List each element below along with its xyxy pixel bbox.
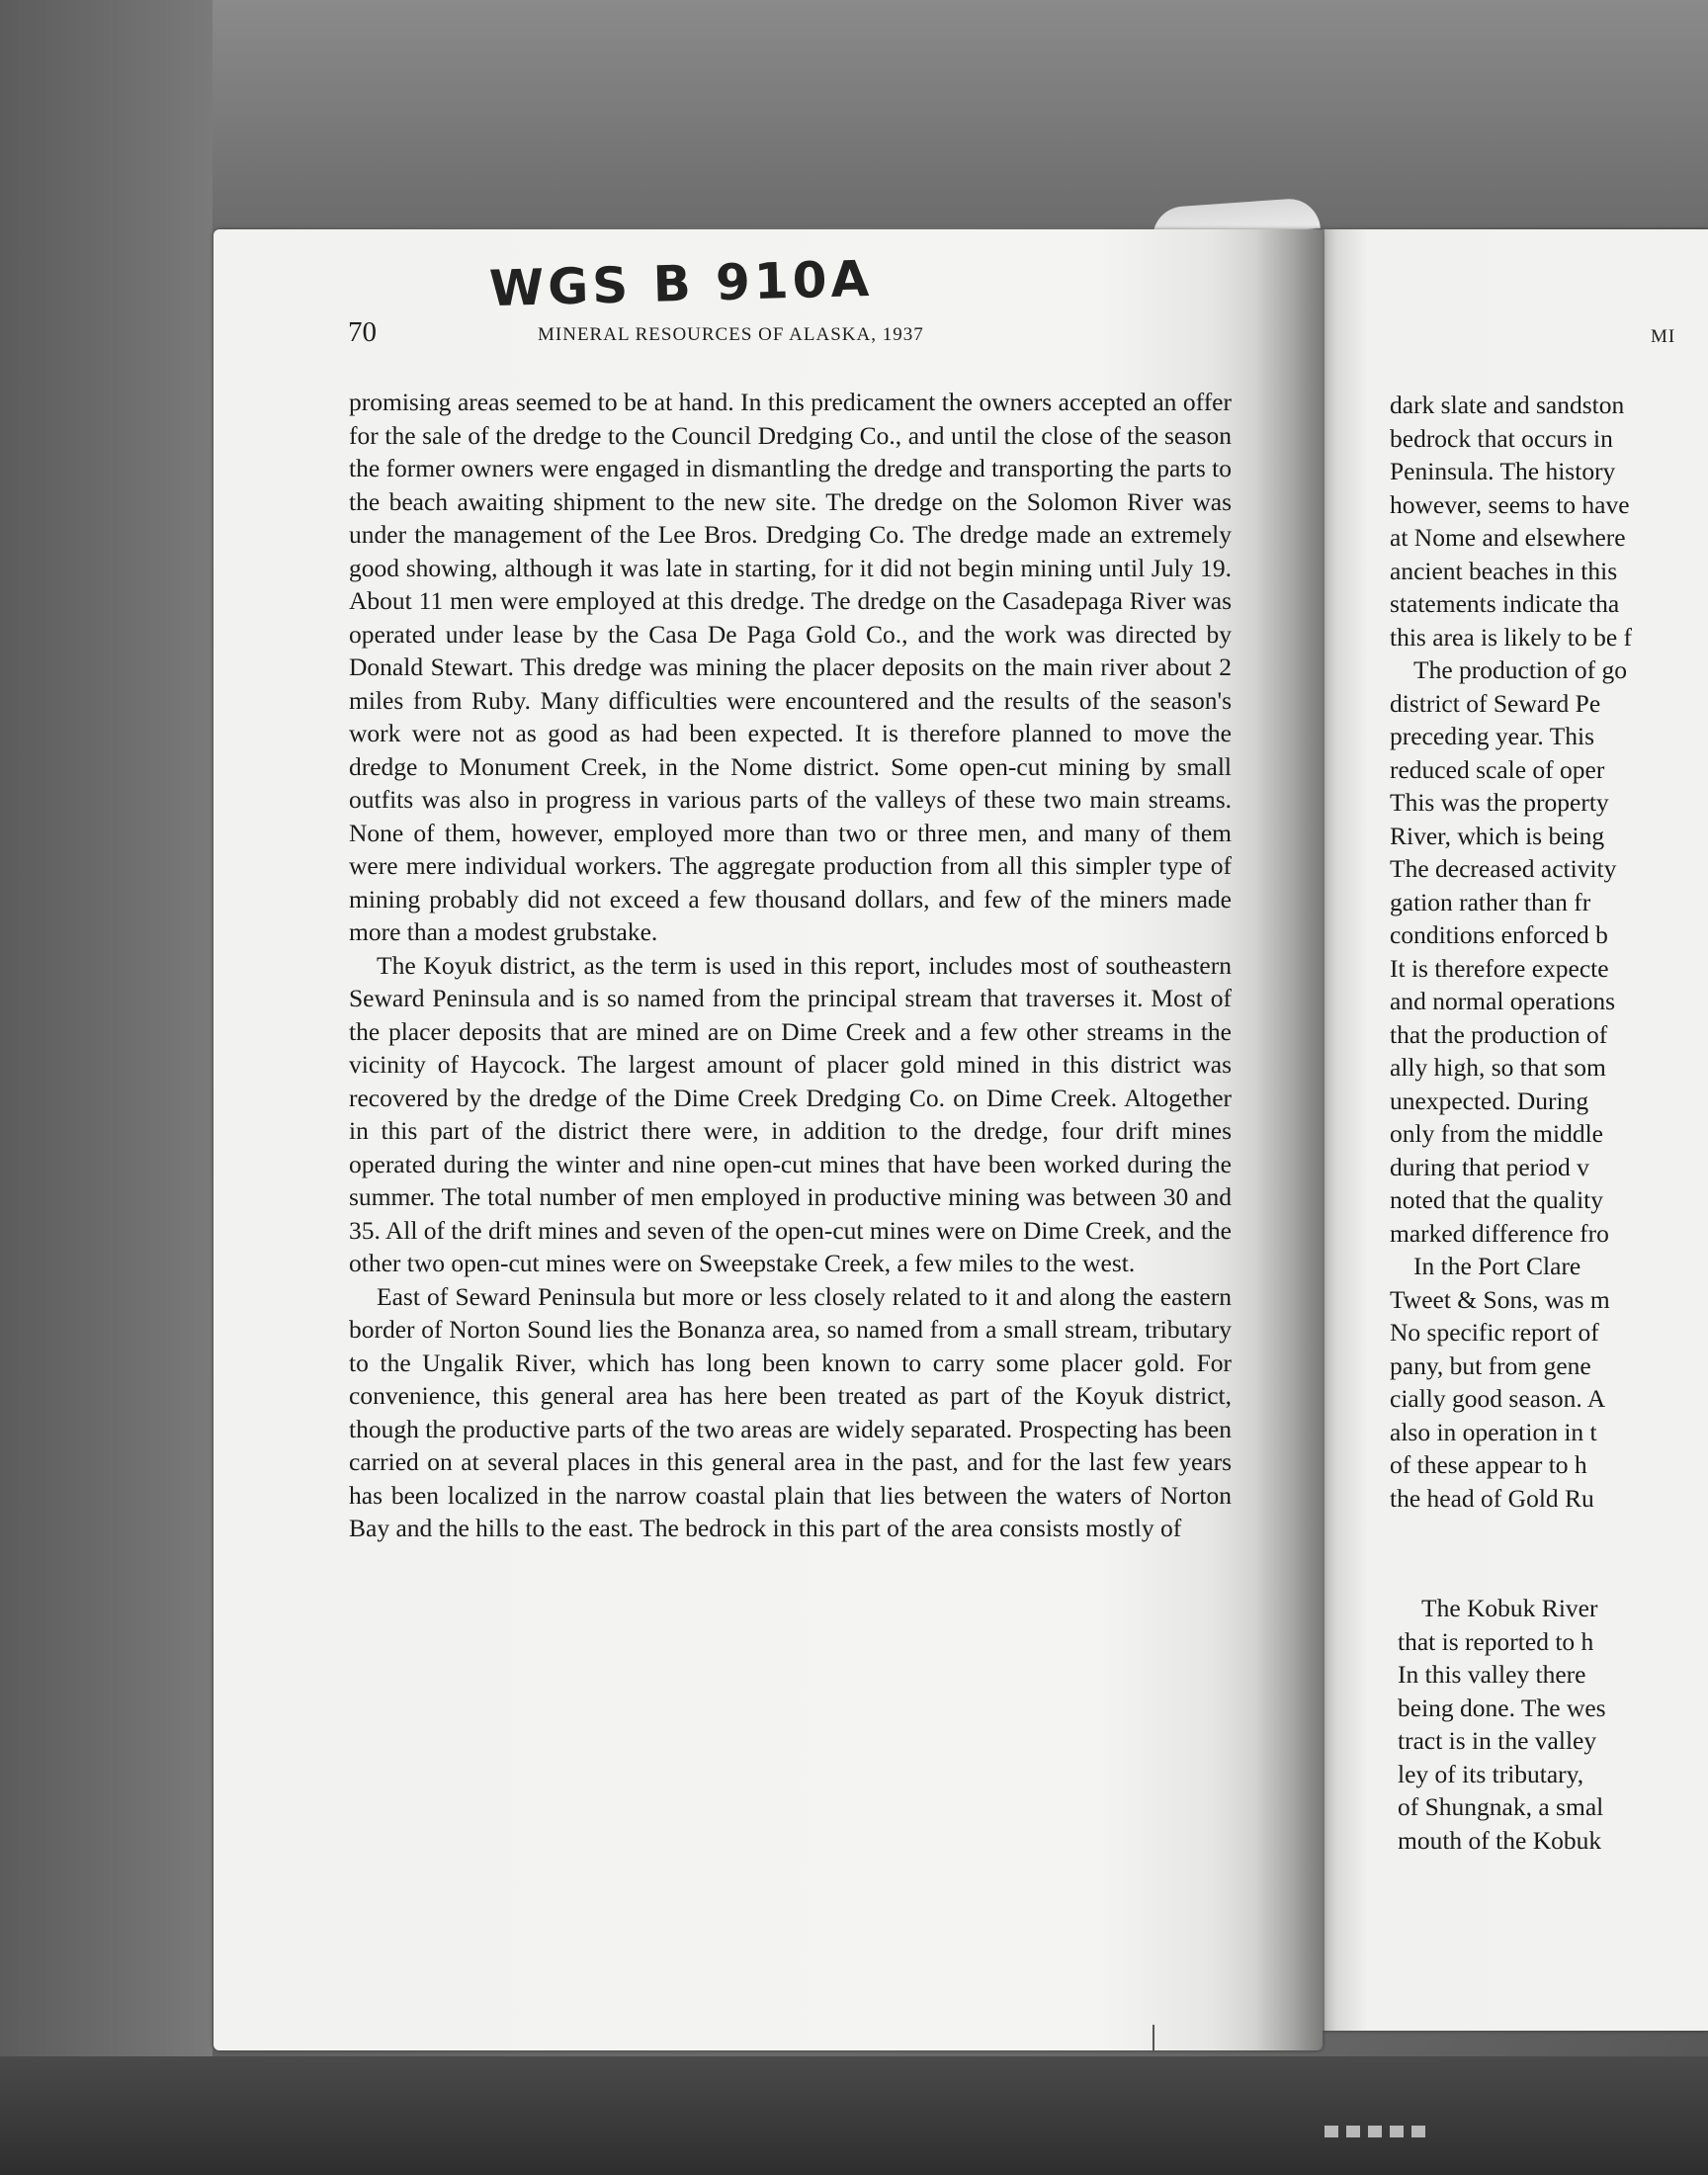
text-line: reduced scale of oper <box>1390 754 1605 784</box>
text-line: No specific report of <box>1390 1318 1599 1347</box>
page-header <box>348 316 1079 356</box>
text-line: preceding year. This <box>1390 722 1595 750</box>
text-line: statements indicate tha <box>1390 589 1620 618</box>
text-line: also in operation in t <box>1390 1417 1597 1446</box>
text-line: River, which is being <box>1390 821 1605 850</box>
text-line: ancient beaches in this <box>1390 556 1618 585</box>
paragraph: The Koyuk district, as the term is used in this report, includes most of southeastern Seward Peninsula and is so named from the principal stream that traverses it. Most of the placer deposits that are mined are on Dime Creek and a few other streams in the vicinity of Haycock. The largest amount of placer gold mined in this district was recovered by the dredge of the Dime Creek Dredging Co. on Dime Creek. Altogether in this part of the district there were, in addition to the dredge, four drift mines operated during the winter and nine open-cut mines that have been worked during the summer. The total number of men employed in productive mining was between 30 and 35. All of the drift mines and seven of the open-cut mines were on Dime Creek, and the other two open-cut mines were on Sweepstake Creek, a few miles to the west. <box>349 950 1232 1277</box>
book-gutter-shadow <box>1255 229 1324 2050</box>
text-line: gation rather than fr <box>1390 887 1591 916</box>
text-line: at Nome and elsewhere <box>1390 523 1626 552</box>
text-line: being done. The wes <box>1398 1693 1606 1722</box>
text-line: Peninsula. The history <box>1390 457 1616 485</box>
text-line: bedrock that occurs in <box>1390 423 1613 453</box>
text-line: The decreased activity <box>1390 854 1617 883</box>
text-line: only from the middle <box>1390 1119 1604 1148</box>
text-line: cially good season. A <box>1390 1384 1606 1413</box>
text-line: noted that the quality <box>1390 1185 1603 1214</box>
text-line: The production of go <box>1413 655 1627 684</box>
text-line: ally high, so that som <box>1390 1053 1606 1082</box>
paragraph: promising areas seemed to be at hand. In this predicament the owners accepted an offer for the sale of the dredge to the Council Dredging Co., and until the close of the season the former owners were engaged in dismantling the dredge and transporting the parts to the beach awaiting shipment to the new site. The dredge on the Solomon River was under the management of the Lee Bros. Dredging Co. The dredge made an extremely good showing, although it was late in starting, for it did not begin mining until July 19. About 11 men were employed at this dredge. The dredge on the Casadepaga River was operated under lease by the Casa De Paga Gold Co., and the work was directed by Donald Stewart. This dredge was mining the placer deposits on the main river about 2 miles from Ruby. Many difficulties were encountered and the results of the season's work were not as good as had been expected. It is therefore planned to move the dredge to Monument Creek, in the Nome district. Some open-cut mining by small outfits was also in progress in various parts of the valleys of these two main streams. None of them, however, employed more than two or three men, and many of them were mere individual workers. The aggregate production from all this simpler type of mining probably did not exceed a few thousand dollars, and few of the miners made more than a modest grubstake. <box>349 388 1232 946</box>
text-line: that is reported to h <box>1398 1626 1594 1656</box>
text-line: the head of Gold Ru <box>1390 1483 1594 1513</box>
page-edge-mark <box>1153 2025 1154 2050</box>
scan-top-shadow <box>0 0 1708 227</box>
text-line: this area is likely to be f <box>1390 622 1633 652</box>
text-line: mouth of the Kobuk <box>1398 1825 1602 1855</box>
facing-page-body <box>1390 389 1708 1857</box>
text-line: conditions enforced b <box>1390 920 1608 949</box>
text-line: during that period v <box>1390 1152 1589 1181</box>
text-line: of Shungnak, a smal <box>1398 1792 1604 1821</box>
paragraph: East of Seward Peninsula but more or less closely related to it and along the eastern border of Norton Sound lies the Bonanza area, so named from a small stream, tributary to the Ungalik River, which has long been known to carry some placer gold. For convenience, this general area has here been treated as part of the Koyuk district, though the productive parts of the two areas are widely separated. Prospecting has been carried on at several places in this general area in the past, and for the last few years has been localized in the narrow coastal plain that lies between the waters of Norton Bay and the hills to the east. The bedrock in this part of the area consists mostly of <box>349 1281 1232 1542</box>
text-line: In the Port Clare <box>1413 1252 1581 1280</box>
facing-page-running-head: MI <box>1651 326 1676 347</box>
text-line: of these appear to h <box>1390 1450 1587 1479</box>
text-line: however, seems to have <box>1390 489 1630 519</box>
text-line: It is therefore expecte <box>1390 953 1609 983</box>
text-line: that the production of <box>1390 1019 1608 1049</box>
text-line: unexpected. During <box>1390 1086 1589 1115</box>
scan-smudge <box>1324 2126 1433 2137</box>
text-line: Tweet & Sons, was m <box>1390 1284 1610 1314</box>
text-line: This was the property <box>1390 788 1609 817</box>
text-line: In this valley there <box>1398 1660 1586 1689</box>
running-head: MINERAL RESOURCES OF ALASKA, 1937 <box>538 324 924 345</box>
text-line: marked difference fro <box>1390 1218 1609 1248</box>
handwritten-annotation: WGS B 910A <box>488 249 874 318</box>
text-line: The Kobuk River <box>1421 1594 1598 1622</box>
text-line: and normal operations <box>1390 987 1616 1015</box>
scan-bottom-shadow <box>0 2056 1708 2175</box>
scan-left-shadow <box>0 0 213 2175</box>
text-line: pany, but from gene <box>1390 1350 1591 1380</box>
page-number: 70 <box>348 316 377 348</box>
text-line: district of Seward Pe <box>1390 688 1601 718</box>
text-line: tract is in the valley <box>1398 1726 1597 1755</box>
text-line: ley of its tributary, <box>1398 1759 1584 1788</box>
main-page-body <box>349 386 1232 1545</box>
text-line: dark slate and sandston <box>1390 391 1625 419</box>
